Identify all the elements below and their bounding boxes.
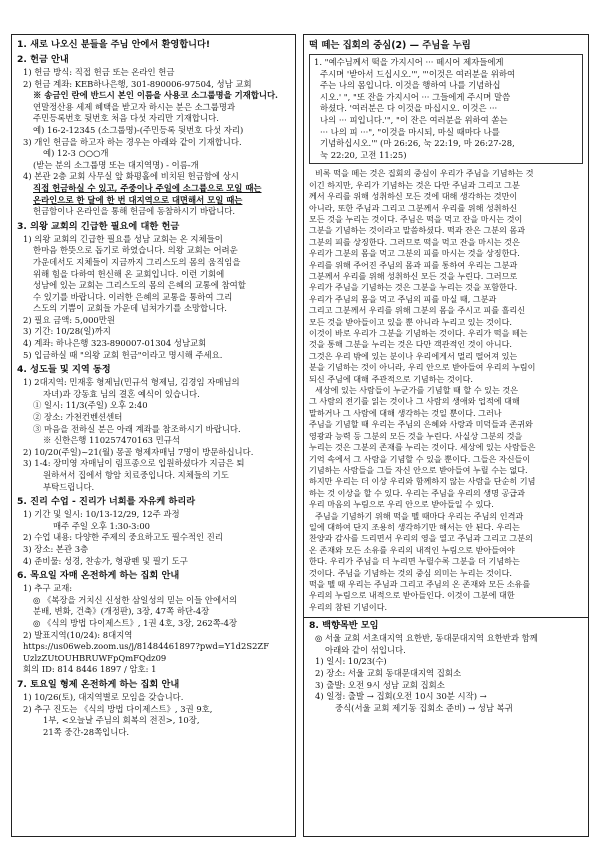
- text-line: 1) 추구 교재:: [23, 583, 73, 594]
- body-line: 분을 기념하는 것이 아니라, 우리 안으로 받아들여 우리의 누림이: [309, 362, 536, 373]
- body-line: 이것이 바로 우리가 그분을 기념하는 것이다. 우리가 떡을 떼는: [309, 328, 528, 339]
- quote-line: ··· 나의 피 ···", "이것을 마시되, 마실 때마다 나를: [320, 126, 500, 137]
- text-line: 3) 기간: 10/28(일)까지: [23, 326, 111, 337]
- text-line: ◎ 《복장을 거치신 신성한 삼일성의 믿는 이들 안에서의: [33, 594, 238, 605]
- body-line: 하는 것 이상을 할 수 있다. 우리는 주님을 우리의 생명 공급과: [309, 487, 525, 498]
- section-thursday-sisters: [17, 570, 290, 676]
- quote-line: 기념하십시오.'" (마 26:26, 눅 22:19, 마 26:27-28,: [320, 138, 515, 149]
- text-line: 1) 기간 및 일시: 10/13-12/29, 12주 과정: [23, 509, 180, 520]
- quote-line: 주시며 '받아서 드십시오.'", "'이것은 여러분을 위하여: [320, 68, 516, 79]
- text-line: ※ 신한은행 110257470163 민규석: [43, 435, 180, 446]
- section-welcome: [17, 39, 290, 51]
- body-line: 모든 것을 누리는 것이다. 주님은 떡을 먹고 잔을 마시는 것이: [309, 213, 523, 224]
- text-line: ◎ 《식의 방법 다이제스트》, 1권 4호, 3장, 262쪽-4장: [33, 617, 238, 628]
- body-line: 말하거나 그 사람에 대해 생각하는 것일 뿐이다. 그러나: [309, 407, 502, 418]
- section-title: 1. 새로 나오신 분들을 주님 안에서 환영합니다!: [17, 39, 211, 50]
- body-line: 온 존재와 모든 소유를 우리의 내적인 누림으로 받아들여야: [309, 544, 515, 555]
- text-line: 2) 발표지역(10/24): 8대지역: [23, 629, 133, 640]
- article-title: 떡 떼는 집회의 중심(2) — 주님을 누림: [309, 40, 471, 51]
- body-line: 이긴 하지만, 우리가 기념하는 것은 다만 주님과 그리고 그분: [309, 179, 520, 190]
- text-line: 3) 개인 헌금을 하고자 하는 경우는 아래와 같이 기재합니다.: [23, 136, 242, 147]
- section-title: 3. 의왕 교회의 긴급한 필요에 대한 헌금: [17, 220, 180, 232]
- right-column: [303, 34, 589, 837]
- text-line: 2) 추구 진도는 《식의 방법 다이제스트》, 3권 9호,: [23, 703, 213, 714]
- quote-line: 하셨다. '여러분은 다 이것을 마십시오. 이것은 ···: [320, 103, 498, 114]
- body-line: 우리 마음의 누림으로 우리 안으로 받아들일 수 있다.: [309, 499, 494, 510]
- left-column: [11, 34, 296, 837]
- text-line: 자녀)과 강동효 님의 결혼 예식이 있습니다.: [43, 388, 200, 399]
- body-line: 기억 속에서 그 사람을 기념할 수 있을 뿐이다. 그들은 자신들이: [309, 453, 531, 464]
- text-line: 원하셔서 집에서 항암 치료중입니다. 지체들의 기도: [43, 470, 229, 480]
- text-line: 직접 헌금하실 수 있고, 주중이나 주일에 소그룹으로 모일 때는: [33, 182, 262, 193]
- section-title: 5. 진리 수업 - 진리가 너희를 자유케 하리라: [17, 496, 196, 508]
- body-line: 주님을 기념하기 위해 떡을 뗄 때마다 우리는 주님의 인격과: [315, 510, 524, 521]
- section-title: 2. 헌금 안내: [17, 54, 69, 65]
- text-line: 위해 힘을 다하여 헌신해 온 교회입니다. 이런 기회에: [33, 268, 225, 279]
- text-line: ① 일시: 11/3(주일) 오후 2:40: [33, 400, 148, 411]
- text-line: ② 장소: 가천컨벤션센터: [33, 412, 123, 423]
- text-line: ③ 마음을 전하실 분은 아래 계좌를 참조하시기 바랍니다.: [33, 423, 241, 434]
- body-line: 하지만 우리는 더 이상 우리와 함께하지 않는 사람을 단순히 기념: [309, 476, 536, 487]
- quote-line: 시오.' ", "또 잔을 가지시어 ··· 그들에게 주시며 말씀: [320, 91, 511, 102]
- section-title: 4. 성도들 및 지역 동정: [17, 364, 111, 376]
- text-line: 회의 ID: 814 8446 1897 / 암호: 1: [23, 664, 157, 675]
- body-line: 모든 것을 받아들이고 있을 뿐 아니라 누리고 있는 것이다.: [309, 316, 512, 327]
- body-line: 우리를 위해 주어진 주님의 몸과 피를 통하여 우리는 그분과: [309, 259, 518, 270]
- text-line: 아래와 같이 섞입니다.: [325, 644, 406, 655]
- text-line: 연말정산용 세제 혜택을 받고자 하시는 분은 소그룹명과: [33, 101, 236, 112]
- text-line: 한마음 한뜻으로 돕기로 하였습니다. 의왕 교회는 어려운: [33, 245, 238, 256]
- text-line: 1부, <오늘날 주님의 회복의 전진>, 10장,: [43, 715, 200, 726]
- text-line: ◎ 서울 교회 서초대지역 요한반, 동대문대지역 요한반과 함께: [315, 633, 538, 644]
- body-line: 우리가 주님을 기념하는 것은 그분을 누리는 것을 포함한다.: [309, 282, 518, 293]
- section-title: 6. 목요일 자매 온전하게 하는 집회 안내: [17, 570, 180, 582]
- text-line: 4) 준비물: 성경, 찬송가, 형광펜 및 필기 도구: [23, 555, 188, 566]
- section-truth-class: [17, 496, 290, 567]
- section-uiwang-offering: [17, 221, 290, 362]
- text-line: 수 있기를 바랍니다. 이러한 은혜의 교통을 통하여 그리: [33, 291, 233, 302]
- quote-line: 나의 ··· 피입니다.'", "이 잔은 여러분을 위하여 쏟는: [320, 114, 508, 125]
- text-line: (받는 분의 소그룹명 또는 대지역명) - 이름-개: [33, 159, 199, 170]
- text-line: 1) 의왕 교회의 긴급한 필요를 성남 교회는 온 지체들이: [23, 233, 223, 244]
- body-line: 우리가 그분의 몸을 먹고 그분의 피를 마시는 것을 상징한다.: [309, 248, 520, 259]
- text-line: 2) 10/20(주일)~21(월) 몽골 형제자매님 7명이 방문하십니다.: [23, 446, 254, 457]
- text-line: 온라인으로 한 달에 한 번 대지역으로 대면해서 모일 때는: [33, 194, 243, 205]
- body-line: 그것은 우리 밖에 있는 분이나 우리에게서 멀리 떨어져 있는: [309, 350, 518, 361]
- text-line: 1) 일시: 10/23(수): [315, 656, 387, 667]
- body-line: 그리고 그분께서 우리를 위해 그분의 몸을 주시고 피를 흘리신: [309, 305, 526, 316]
- text-line: 1) 헌금 방식: 직접 헌금 또는 온라인 헌금: [23, 67, 175, 77]
- section-saturday-brothers: [17, 679, 290, 738]
- body-line: 되신 주님에 대해 주관적으로 기념하는 것이다.: [309, 373, 473, 384]
- body-line: 비록 떡을 떼는 것은 집회의 중심이 우리가 주님을 기념하는 것: [315, 168, 534, 179]
- body-line: 세상에 있는 사람들이 누군가를 기념할 때 할 수 있는 것은: [315, 385, 518, 396]
- body-line: 누리는 것은 그분의 존재를 누리는 것이다. 세상에 있는 사람들은: [309, 442, 536, 453]
- text-line: 헌금함이나 온라인을 통해 헌금에 동참하시기 바랍니다.: [33, 206, 236, 217]
- text-line: 2) 헌금 계좌: KEB하나은행, 301-890006-97504, 성남 교회: [23, 78, 252, 89]
- text-line: 3) 1-4: 장미영 자매님이 림프종으로 입원하셨다가 지금은 퇴: [23, 458, 245, 469]
- section-title: 7. 토요일 형제 온전하게 하는 집회 안내: [17, 678, 180, 690]
- body-line: 우리의 참된 기념이다.: [309, 601, 388, 612]
- section-divider: [304, 617, 588, 618]
- text-line: 2) 필요 금액: 5,000만원: [23, 314, 115, 325]
- section-saints-news: [17, 364, 290, 493]
- quote-line: 주는 나의 몸입니다. 이것을 행하여 나를 기념하십: [320, 80, 501, 91]
- text-line: 4) 계좌: 하나은행 323-890007-01304 성남교회: [23, 338, 207, 349]
- text-line: 3) 출발: 오전 9시 성남 교회 집회소: [315, 679, 445, 690]
- quote-line: 눅 22:20, 고전 11:25): [320, 149, 407, 160]
- body-line: 떡을 뗄 때 우리는 주님과 그리고 주님의 온 존재와 모든 소유를: [309, 578, 531, 589]
- text-line: 주민등록번호 뒷번호 처음 다섯 자리만 기재합니다.: [33, 113, 219, 124]
- body-line: 아니라, 또한 주님과 그리고 그분께서 우리를 위해 성취하신: [309, 202, 518, 213]
- text-line: 21쪽 중간-28쪽입니다.: [43, 726, 130, 737]
- text-line: ※ 송금인 란에 반드시 본인 이름을 사용코 소그룹명을 기재합니다.: [33, 90, 278, 101]
- section-title: 8. 백향목반 모임: [309, 620, 379, 632]
- text-line: 1) 10/26(토), 대지역별로 모임을 갖습니다.: [23, 691, 184, 702]
- body-line: 그 사람의 전기를 읽는 것이나 그 사람의 생애와 업적에 대해: [309, 396, 520, 407]
- zoom-link-continued[interactable]: UzlzZUtOUHBRUWFpQmFQdz09: [23, 652, 167, 663]
- text-line: 가운데서도 지체들이 지금까지 그리스도의 몸의 움직임을: [33, 256, 241, 267]
- body-line: 찬양과 감사를 드리면서 우리의 영을 열고 주님과 그리고 그분의: [309, 533, 533, 544]
- text-line: 부탁드립니다.: [43, 481, 95, 492]
- section-cedar-meeting: [309, 620, 583, 714]
- text-line: 성남에 있는 교회는 그리스도의 몸의 은혜의 교통에 참여할: [33, 280, 246, 291]
- body-line: 우리의 누림으로 내적으로 받아들인다. 이것이 그분에 대한: [309, 590, 515, 601]
- text-line: 2) 장소: 서울 교회 동대문대지역 집회소: [315, 667, 462, 678]
- text-line: 중식(서울 교회 제기동 집회소 준비) → 성남 복귀: [335, 702, 513, 713]
- body-line: 일에 대하여 단지 조용히 생각하기만 해서는 안 된다. 우리는: [309, 521, 520, 532]
- body-line: 한다. 우리가 주님을 더 누리면 누릴수록 그분을 더 기념하는: [309, 556, 520, 567]
- text-line: 4) 일정: 출발 → 집회(오전 10시 30분 시작) →: [315, 691, 487, 702]
- quote-line: 1. "예수님께서 떡을 가지시어 ··· 떼시어 제자들에게: [314, 57, 504, 67]
- text-line: 2) 수업 내용: 다양한 주제의 중요하고도 필수적인 진리: [23, 532, 223, 543]
- zoom-link[interactable]: https://us06web.zoom.us/j/81484461897?pwd=Y1d2S2ZF: [23, 641, 270, 652]
- body-line: 것을 통해 그분을 누리는 것은 다만 객관적인 것이 아니다.: [309, 339, 512, 350]
- body-line: 우리가 주님의 몸을 먹고 주님의 피를 마실 때, 그분과: [309, 293, 497, 304]
- text-line: 예) 16-2-12345 (소그룹명)-(주민등록 뒷번호 다섯 자리): [33, 124, 244, 135]
- text-line: 4) 본관 2층 교회 사무실 앞 화평홀에 비치된 헌금함에 상시: [23, 171, 239, 182]
- body-line: 것이다. 주님을 기념하는 것의 중심 의미는 누리는 것이다.: [309, 567, 512, 578]
- body-line: 기념하는 사람들을 그들 자신 안으로 받아들여 누릴 수는 없다.: [309, 464, 528, 475]
- body-line: 주님을 기념할 때 우리는 주님의 은혜와 사랑과 미덕들과 존귀와: [309, 419, 533, 430]
- body-line: 께서 우리를 위해 성취하신 모든 것에 대해 생각하는 것만이: [309, 191, 518, 202]
- text-line: 스도의 기쁨이 교회들 가운데 넘쳐가기를 소망합니다.: [33, 303, 227, 314]
- section-offering: [17, 54, 290, 218]
- text-line: 1) 2대지역: 민재홍 형제님(민규석 형제님, 김경임 자매님의: [23, 377, 240, 388]
- text-line: 분배, 변화, 건축》(개정판), 3장, 47쪽 하단-4장: [33, 606, 210, 617]
- text-line: 예) 12-3 ○○○개: [43, 148, 109, 159]
- text-line: 매주 주일 오후 1:30-3:00: [53, 520, 150, 531]
- scripture-quote-box: [309, 54, 583, 164]
- text-line: 5) 입금하실 때 "의왕 교회 헌금"이라고 명시해 주세요.: [23, 349, 223, 360]
- body-line: 그분의 피를 상징한다. 그러므로 떡을 먹고 잔을 마시는 것은: [309, 236, 520, 247]
- body-line: 그분을 기념하는 것이라고 말씀하셨다. 떡과 잔은 그분의 몸과: [309, 225, 526, 236]
- article-body: [309, 168, 583, 613]
- text-line: 3) 장소: 본관 3층: [23, 543, 89, 554]
- body-line: 영광과 능력 등 그분의 모든 것을 누린다. 사실상 그분의 것을: [309, 430, 523, 441]
- body-line: 그분께서 우리를 위해 성취하신 모든 것을 누린다. 그러므로: [309, 271, 518, 281]
